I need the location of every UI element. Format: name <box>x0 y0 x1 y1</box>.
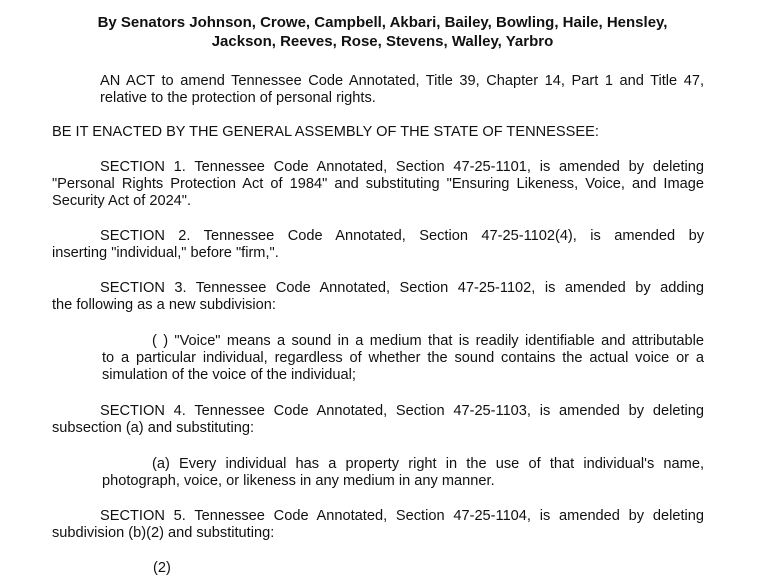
section-4 <box>52 403 704 437</box>
section-5 <box>52 508 704 542</box>
section-1 <box>52 159 704 210</box>
section-1-line: Security Act of 2024". <box>52 193 192 209</box>
section-5-line: subdivision (b)(2) and substituting: <box>52 525 275 541</box>
section-4-line: SECTION 4. Tennessee Code Annotated, Section 47-25-1103, is amended by deleting <box>100 403 704 419</box>
section-2-line: inserting "individual," before "firm,". <box>52 245 279 261</box>
section-1-line: "Personal Rights Protection Act of 1984" and substituting "Ensuring Likeness, Voice, and Image <box>52 176 704 192</box>
subsection-a-line: (a) Every individual has a property right in the use of that individual's name, <box>152 456 704 472</box>
act-title <box>52 73 704 107</box>
sponsors-line: Jackson, Reeves, Rose, Stevens, Walley, Yarbro <box>211 33 554 50</box>
section-5-line: SECTION 5. Tennessee Code Annotated, Section 47-25-1104, is amended by deleting <box>100 508 704 524</box>
voice-definition-line: ( ) "Voice" means a sound in a medium that is readily identifiable and attributable <box>152 333 704 349</box>
act-title-line: AN ACT to amend Tennessee Code Annotated, Title 39, Chapter 14, Part 1 and Title 47, <box>100 73 704 89</box>
section-3 <box>52 280 704 314</box>
section-2-line: SECTION 2. Tennessee Code Annotated, Section 47-25-1102(4), is amended by <box>100 228 704 244</box>
voice-definition-line: to a particular individual, regardless of whether the sound contains the actual voice or a <box>102 350 704 366</box>
section-3-line: SECTION 3. Tennessee Code Annotated, Section 47-25-1102, is amended by adding <box>100 280 704 296</box>
section-3-line: the following as a new subdivision: <box>52 297 276 313</box>
sponsors-heading <box>60 13 705 51</box>
section-2 <box>52 228 704 262</box>
enacting-clause: BE IT ENACTED BY THE GENERAL ASSEMBLY OF THE STATE OF TENNESSEE: <box>52 124 599 140</box>
subsection-a <box>102 456 704 490</box>
section-4-line: subsection (a) and substituting: <box>52 420 254 436</box>
subdivision-2-label: (2) <box>153 560 171 576</box>
voice-definition <box>102 333 704 384</box>
section-1-line: SECTION 1. Tennessee Code Annotated, Section 47-25-1101, is amended by deleting <box>100 159 704 175</box>
subsection-a-line: photograph, voice, or likeness in any medium in any manner. <box>102 473 495 489</box>
voice-definition-line: simulation of the voice of the individual; <box>102 367 356 383</box>
sponsors-line: By Senators Johnson, Crowe, Campbell, Akbari, Bailey, Bowling, Haile, Hensley, <box>97 14 668 31</box>
act-title-line: relative to the protection of personal rights. <box>100 90 376 106</box>
